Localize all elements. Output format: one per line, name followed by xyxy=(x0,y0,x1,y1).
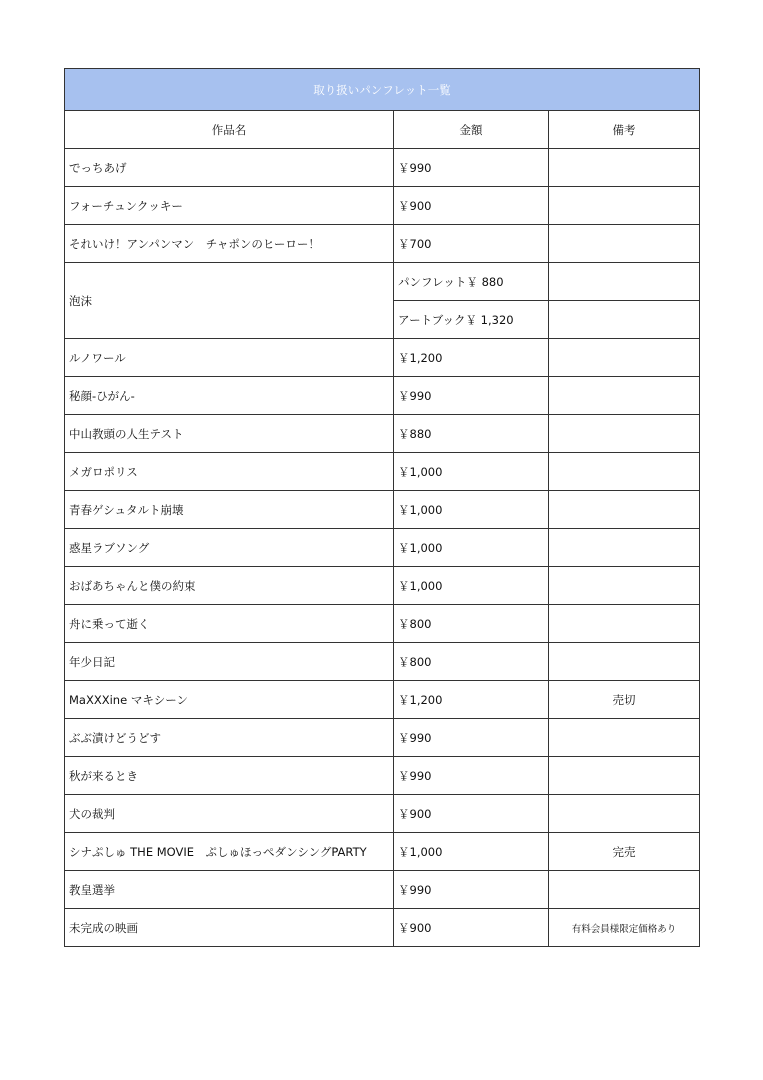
row-note xyxy=(549,263,700,301)
row-note xyxy=(549,757,700,795)
row-note xyxy=(549,871,700,909)
row-title: 秘顔-ひがん- xyxy=(65,377,394,415)
table-row xyxy=(65,605,700,643)
row-price: ￥990 xyxy=(394,757,549,795)
header-price: 金額 xyxy=(394,111,549,149)
row-note xyxy=(549,567,700,605)
row-title: 青春ゲシュタルト崩壊 xyxy=(65,491,394,529)
table-row xyxy=(65,833,700,871)
row-title: 未完成の映画 xyxy=(65,909,394,947)
row-note xyxy=(549,719,700,757)
row-price: ￥800 xyxy=(394,605,549,643)
row-title: 年少日記 xyxy=(65,643,394,681)
row-note: 売切 xyxy=(549,681,700,719)
row-title: ぶぶ漬けどうどす xyxy=(65,719,394,757)
row-price-secondary: アートブック￥ 1,320 xyxy=(394,301,549,339)
row-title: MaXXXine マキシーン xyxy=(65,681,394,719)
row-price: ￥1,000 xyxy=(394,529,549,567)
header-note: 備考 xyxy=(549,111,700,149)
table-row xyxy=(65,415,700,453)
table-row xyxy=(65,909,700,947)
table-row xyxy=(65,795,700,833)
row-note xyxy=(549,339,700,377)
row-price: ￥900 xyxy=(394,909,549,947)
row-title: ルノワール xyxy=(65,339,394,377)
row-price: ￥1,200 xyxy=(394,339,549,377)
row-note xyxy=(549,491,700,529)
table-title: 取り扱いパンフレット一覧 xyxy=(65,69,700,111)
row-title: 教皇選挙 xyxy=(65,871,394,909)
table-row xyxy=(65,719,700,757)
table-row xyxy=(65,567,700,605)
row-price: ￥700 xyxy=(394,225,549,263)
row-title: 秋が来るとき xyxy=(65,757,394,795)
table-title-row xyxy=(65,69,700,111)
row-title: 舟に乗って逝く xyxy=(65,605,394,643)
row-price: ￥990 xyxy=(394,149,549,187)
row-title: 惑星ラブソング xyxy=(65,529,394,567)
pamphlet-table xyxy=(64,68,700,947)
row-price: ￥990 xyxy=(394,871,549,909)
table-row xyxy=(65,225,700,263)
row-note xyxy=(549,795,700,833)
row-price: ￥990 xyxy=(394,377,549,415)
header-title: 作品名 xyxy=(65,111,394,149)
row-price: ￥1,000 xyxy=(394,567,549,605)
table-row xyxy=(65,757,700,795)
row-title: でっちあげ xyxy=(65,149,394,187)
row-title: 犬の裁判 xyxy=(65,795,394,833)
table-row xyxy=(65,187,700,225)
row-price: パンフレット￥ 880 xyxy=(394,263,549,301)
row-note xyxy=(549,377,700,415)
table-row xyxy=(65,377,700,415)
row-price: ￥1,000 xyxy=(394,453,549,491)
row-title: 泡沫 xyxy=(65,263,394,339)
table-row xyxy=(65,871,700,909)
row-price: ￥1,000 xyxy=(394,833,549,871)
table-row xyxy=(65,453,700,491)
row-title: それいけ！アンパンマン チャポンのヒーロー！ xyxy=(65,225,394,263)
table-row xyxy=(65,491,700,529)
row-title: おばあちゃんと僕の約束 xyxy=(65,567,394,605)
row-price: ￥800 xyxy=(394,643,549,681)
row-note xyxy=(549,225,700,263)
table-row xyxy=(65,263,700,301)
row-note xyxy=(549,643,700,681)
row-note xyxy=(549,415,700,453)
table-row xyxy=(65,529,700,567)
row-note xyxy=(549,149,700,187)
row-note: 完売 xyxy=(549,833,700,871)
row-note xyxy=(549,453,700,491)
table-row xyxy=(65,339,700,377)
table-row xyxy=(65,643,700,681)
row-price: ￥990 xyxy=(394,719,549,757)
row-price: ￥900 xyxy=(394,187,549,225)
row-note xyxy=(549,605,700,643)
row-price: ￥1,200 xyxy=(394,681,549,719)
row-title: 中山教頭の人生テスト xyxy=(65,415,394,453)
row-title: フォーチュンクッキー xyxy=(65,187,394,225)
row-title: シナぷしゅ THE MOVIE ぷしゅほっぺダンシングPARTY xyxy=(65,833,394,871)
row-note: 有料会員様限定価格あり xyxy=(549,909,700,947)
row-note xyxy=(549,529,700,567)
row-price: ￥1,000 xyxy=(394,491,549,529)
row-note xyxy=(549,187,700,225)
table-header-row xyxy=(65,111,700,149)
row-price: ￥880 xyxy=(394,415,549,453)
table-row xyxy=(65,149,700,187)
row-price: ￥900 xyxy=(394,795,549,833)
row-note-secondary xyxy=(549,301,700,339)
row-title: メガロポリス xyxy=(65,453,394,491)
table-row xyxy=(65,681,700,719)
